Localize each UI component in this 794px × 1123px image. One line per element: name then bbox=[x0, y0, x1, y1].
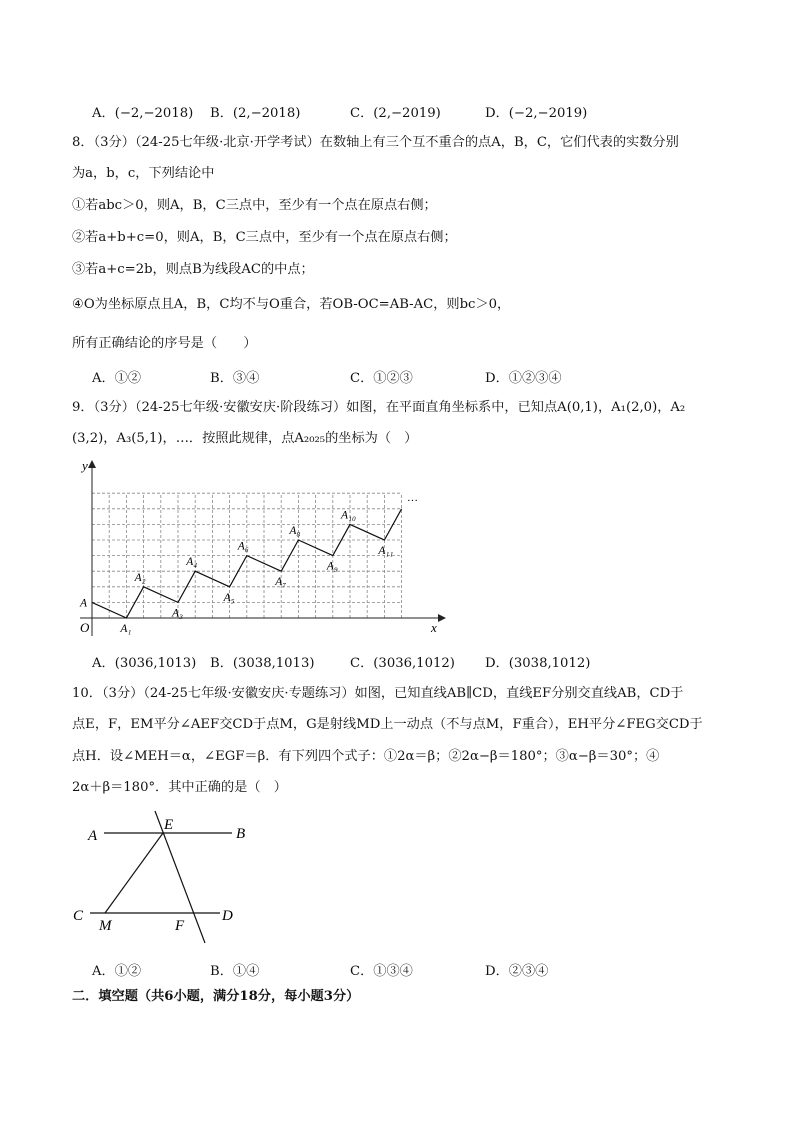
q9-option-d: D．(3038,1012) bbox=[485, 656, 591, 671]
segment-em bbox=[105, 833, 163, 913]
q8-stem-line1: 8．（3分）（24-25七年级·北京·开学考试）在数轴上有三个互不重合的点A，B，C，它们代表的实数分别 bbox=[72, 135, 679, 150]
q8-item-3: ③若a+c=2b，则点B为线段AC的中点； bbox=[72, 262, 314, 277]
y-axis-label: y bbox=[82, 458, 88, 473]
y-axis-arrow bbox=[88, 460, 96, 468]
q10-option-b: B．①④ bbox=[210, 964, 260, 979]
point-label: A₁₀ bbox=[341, 509, 357, 522]
label-b: B bbox=[236, 826, 246, 842]
point-label: A₅ bbox=[223, 591, 235, 604]
ellipsis: … bbox=[407, 492, 418, 504]
q7-option-c: C．(2,−2019) bbox=[350, 106, 441, 121]
point-label: A₁₁ bbox=[378, 545, 394, 557]
label-e: E bbox=[164, 817, 174, 833]
q8-ask: 所有正确结论的序号是（ ） bbox=[72, 336, 257, 351]
q10-option-c: C．①③④ bbox=[350, 964, 413, 979]
x-axis-arrow bbox=[438, 614, 446, 622]
zigzag-coordinate-graph bbox=[72, 458, 452, 640]
label-m: M bbox=[99, 918, 112, 934]
q9-stem-line2: (3,2)，A₃(5,1)，…．按照此规律，点A₂₀₂₅的坐标为（ ） bbox=[72, 431, 418, 446]
point-label: A₉ bbox=[326, 560, 338, 573]
point-label: A₆ bbox=[237, 540, 249, 553]
q9-stem-line1: 9．（3分）（24-25七年级·安徽安庆·阶段练习）如图，在平面直角坐标系中，已知点A(0,1)，A₁(2,0)，A₂ bbox=[72, 400, 686, 415]
q8-option-a: A．①② bbox=[92, 371, 142, 386]
q7-option-d: D．(−2,−2019) bbox=[485, 106, 588, 121]
point-label: A₄ bbox=[186, 556, 198, 569]
point-label: A₁ bbox=[120, 623, 132, 635]
point-label: A bbox=[80, 597, 88, 610]
q10-stem-line1: 10．（3分）（24-25七年级·安徽安庆·专题练习）如图，已知直线AB∥CD，直线EF分别交直线AB，CD于 bbox=[72, 686, 684, 701]
label-a: A bbox=[88, 828, 98, 844]
q8-option-c: C．①②③ bbox=[350, 371, 413, 386]
q8-item-2: ②若a+b+c=0，则A，B，C三点中，至少有一个点在原点右侧； bbox=[72, 230, 457, 245]
q10-stem-line3: 点H．设∠MEH＝α，∠EGF＝β．有下列四个式子：①2α＝β；②2α−β＝180°；③α−β＝30°；④ bbox=[72, 749, 660, 764]
point-label: A₂ bbox=[134, 571, 146, 584]
section-2-heading: 二．填空题（共6小题，满分18分，每小题3分） bbox=[72, 989, 360, 1004]
origin-label: O bbox=[80, 620, 90, 635]
point-label: A₃ bbox=[172, 607, 184, 620]
q9-option-c: C．(3036,1012) bbox=[350, 656, 455, 671]
label-f: F bbox=[175, 918, 185, 934]
q8-item-1: ①若abc＞0，则A，B，C三点中，至少有一个点在原点右侧； bbox=[72, 198, 437, 213]
q10-option-d: D．②③④ bbox=[485, 964, 549, 979]
label-c: C bbox=[73, 908, 84, 924]
label-d: D bbox=[222, 908, 233, 924]
x-axis-label: x bbox=[431, 620, 437, 635]
point-label: A₈ bbox=[289, 525, 301, 537]
parallel-lines-figure bbox=[72, 805, 272, 955]
point-label: A₇ bbox=[275, 576, 287, 589]
q8-item-4: ④O为坐标原点且A，B，C均不与O重合，若OB-OC=AB-AC，则bc＞0， bbox=[72, 297, 511, 312]
q9-option-a: A．(3036,1013) bbox=[92, 656, 197, 671]
q10-stem-line2: 点E，F，EM平分∠AEF交CD于点M，G是射线MD上一动点（不与点M，F重合），EH平分∠FEG交CD于 bbox=[72, 717, 703, 732]
q8-option-d: D．①②③④ bbox=[485, 371, 562, 386]
q7-option-a: A．(−2,−2018) bbox=[92, 106, 194, 121]
q9-option-b: B．(3038,1013) bbox=[210, 656, 315, 671]
q10-option-a: A．①② bbox=[92, 964, 142, 979]
q8-option-b: B．③④ bbox=[210, 371, 260, 386]
q8-stem-line2: 为a，b，c，下列结论中 bbox=[72, 166, 215, 181]
q10-stem-line4: 2α＋β＝180°．其中正确的是（ ） bbox=[72, 780, 287, 795]
q7-option-b: B．(2,−2018) bbox=[210, 106, 301, 121]
